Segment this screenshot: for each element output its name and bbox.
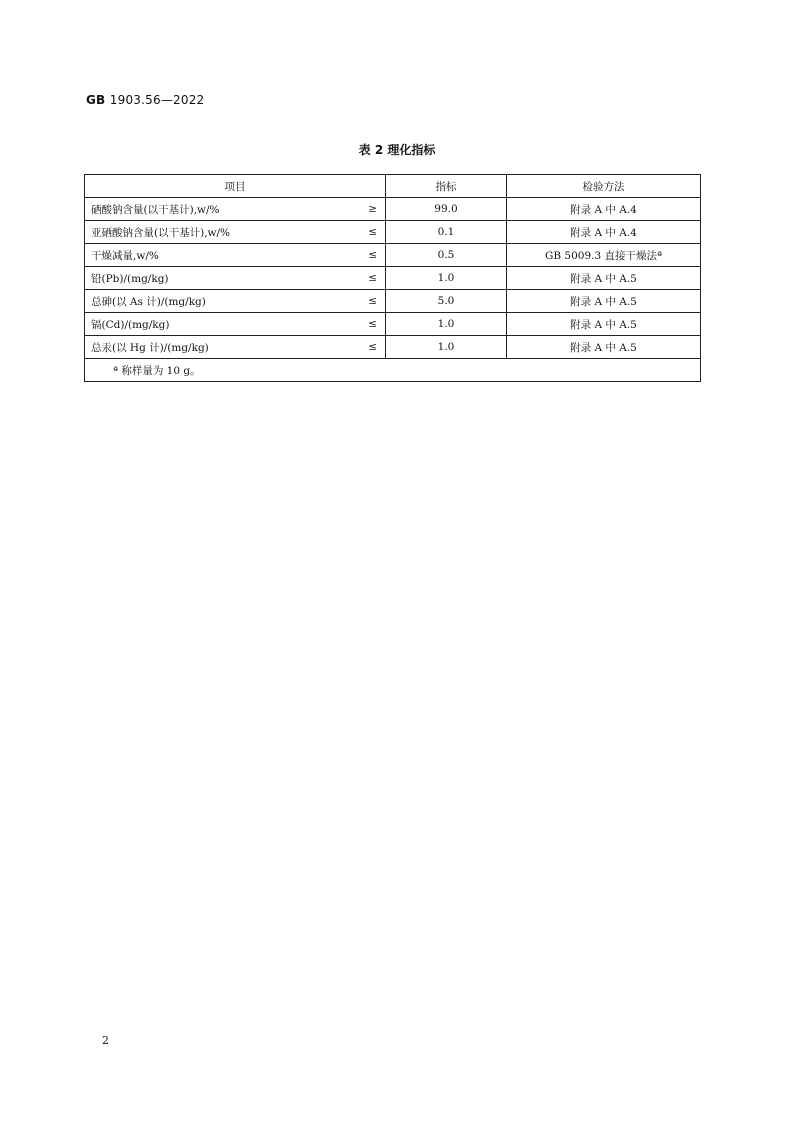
row-value: 1.0 — [386, 313, 507, 336]
row-method: GB 5009.3 直接干燥法ª — [507, 244, 701, 267]
row-operator: ≤ — [368, 318, 377, 330]
row-method: 附录 A 中 A.5 — [507, 313, 701, 336]
row-item-cell — [85, 244, 386, 267]
row-item-cell — [85, 198, 386, 221]
row-method: 附录 A 中 A.5 — [507, 267, 701, 290]
column-header-value: 指标 — [386, 175, 507, 198]
table-footnote-row — [85, 359, 701, 382]
table-row — [85, 290, 701, 313]
table-row — [85, 198, 701, 221]
table-row — [85, 313, 701, 336]
row-item-label: 镉(Cd)/(mg/kg) — [91, 318, 170, 331]
row-value: 1.0 — [386, 336, 507, 359]
table-row — [85, 267, 701, 290]
row-item-label: 总汞(以 Hg 计)/(mg/kg) — [91, 341, 209, 354]
row-value: 0.1 — [386, 221, 507, 244]
table-header-row — [85, 175, 701, 198]
row-value: 0.5 — [386, 244, 507, 267]
row-operator: ≤ — [368, 249, 377, 261]
row-value: 5.0 — [386, 290, 507, 313]
row-operator: ≥ — [368, 203, 377, 215]
table-row — [85, 221, 701, 244]
table-row — [85, 244, 701, 267]
table-title: 表 2 理化指标 — [358, 143, 436, 157]
row-item-cell — [85, 336, 386, 359]
row-operator: ≤ — [368, 272, 377, 284]
row-method: 附录 A 中 A.4 — [507, 221, 701, 244]
standard-code-prefix: GB — [86, 93, 106, 107]
row-item-label: 总砷(以 As 计)/(mg/kg) — [91, 295, 206, 308]
row-method: 附录 A 中 A.5 — [507, 290, 701, 313]
row-item-cell — [85, 221, 386, 244]
row-item-cell — [85, 313, 386, 336]
table-footnote: ª 称样量为 10 g。 — [85, 359, 701, 382]
standard-code — [86, 93, 204, 107]
row-item-cell — [85, 290, 386, 313]
column-header-item: 项目 — [85, 175, 386, 198]
row-item-label: 铅(Pb)/(mg/kg) — [91, 272, 169, 285]
row-value: 1.0 — [386, 267, 507, 290]
row-value: 99.0 — [386, 198, 507, 221]
row-item-label: 亚硒酸钠含量(以干基计),w/% — [91, 226, 231, 239]
row-operator: ≤ — [368, 226, 377, 238]
row-item-label: 干燥减量,w/% — [91, 249, 159, 262]
standard-code-number: 1903.56—2022 — [109, 93, 205, 107]
row-item-cell — [85, 267, 386, 290]
specification-table — [84, 174, 701, 382]
row-operator: ≤ — [368, 295, 377, 307]
table-row — [85, 336, 701, 359]
column-header-method: 检验方法 — [507, 175, 701, 198]
row-operator: ≤ — [368, 341, 377, 353]
row-method: 附录 A 中 A.5 — [507, 336, 701, 359]
row-method: 附录 A 中 A.4 — [507, 198, 701, 221]
page-number: 2 — [102, 1034, 109, 1047]
row-item-label: 硒酸钠含量(以干基计),w/% — [91, 203, 220, 216]
